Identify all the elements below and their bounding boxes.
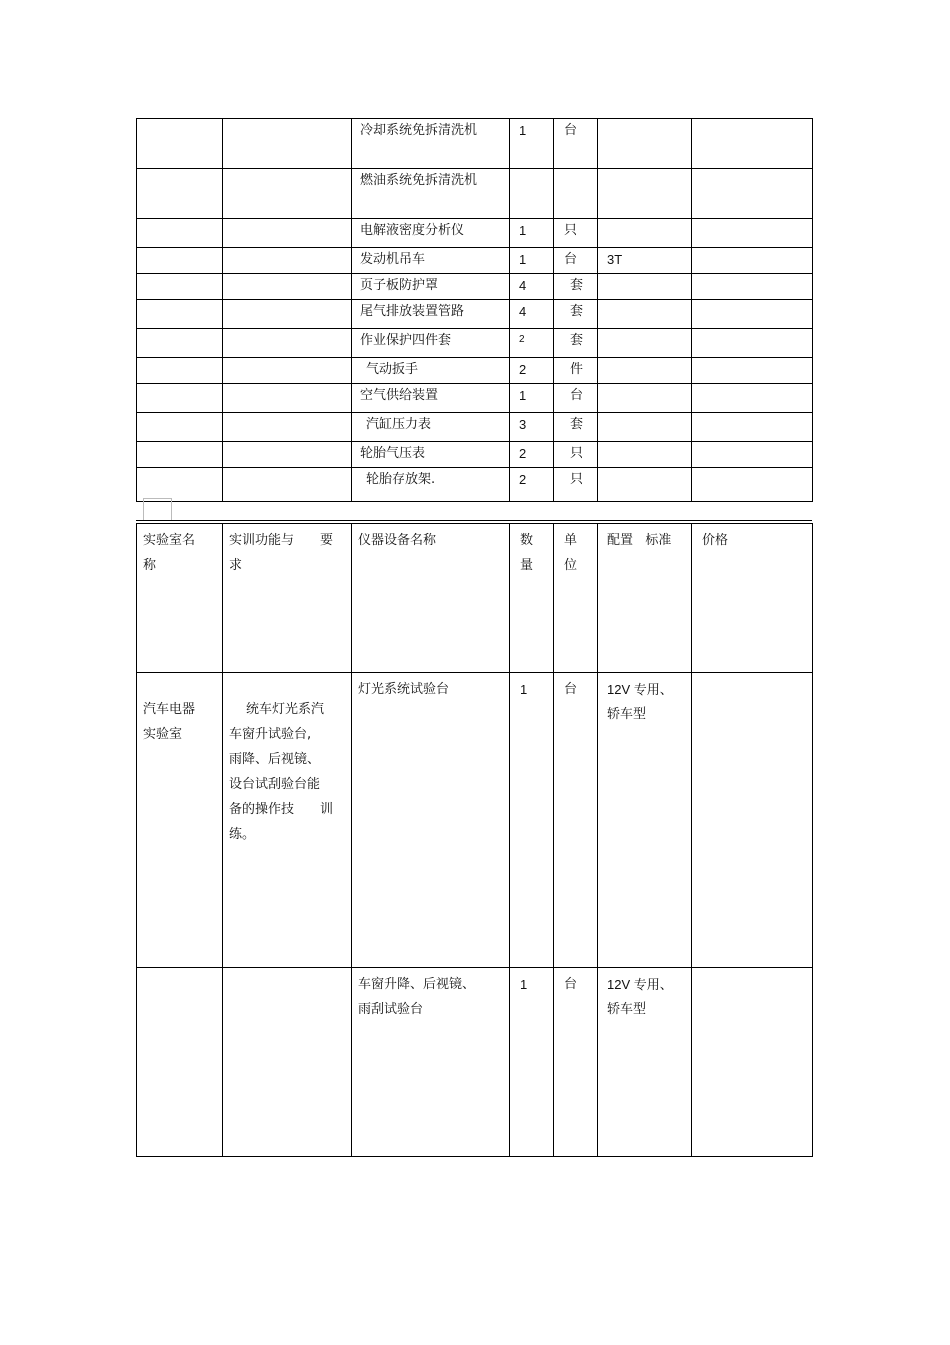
equipment-name: 发动机吊车 — [360, 252, 426, 267]
unit: 只 — [570, 472, 584, 487]
table-row — [137, 300, 813, 329]
equipment-name: 页子板防护罩 — [360, 278, 439, 293]
quantity: 2 — [519, 362, 527, 377]
header-config: 配置 标准 — [607, 533, 672, 548]
quantity: 4 — [519, 278, 527, 293]
empty-box — [143, 498, 172, 521]
quantity: 1 — [519, 388, 527, 403]
header-price: 价格 — [702, 533, 729, 548]
unit: 台 — [564, 252, 578, 267]
quantity: 2 — [519, 446, 527, 461]
equipment-name: 电解液密度分析仪 — [360, 223, 465, 238]
quantity: 4 — [519, 304, 527, 319]
equipment-name: 气动扳手 — [366, 362, 419, 377]
table-row — [137, 329, 813, 358]
config-standard: 12V 专用、 轿车型 — [607, 977, 673, 1017]
table-row — [137, 169, 813, 219]
table-row — [137, 219, 813, 248]
function-requirement: 统车灯光系汽 车窗升试验台, 雨降、后视镜、 设台试刮验台能 备的操作技 训 练。 — [229, 702, 333, 842]
table-row — [137, 119, 813, 169]
equipment-name: 汽缸压力表 — [366, 417, 432, 432]
equipment-name: 尾气排放装置管路 — [360, 304, 465, 319]
table-row — [137, 968, 813, 1157]
equipment-name: 空气供给装置 — [360, 388, 439, 403]
equipment-name: 轮胎气压表 — [360, 446, 426, 461]
table-row — [137, 673, 813, 968]
unit: 台 — [564, 682, 578, 697]
header-lab-name: 实验室名 称 — [143, 533, 196, 573]
table-row — [137, 248, 813, 274]
unit: 台 — [570, 388, 584, 403]
equipment-name: 冷却系统免拆清洗机 — [360, 123, 478, 138]
config-standard: 3T — [607, 252, 623, 267]
quantity: 2 — [519, 334, 525, 345]
unit: 套 — [570, 278, 584, 293]
unit: 台 — [564, 977, 578, 992]
unit: 只 — [564, 223, 578, 238]
header-equipment: 仪器设备名称 — [358, 533, 437, 548]
equipment-table-continued — [136, 118, 813, 502]
unit: 只 — [570, 446, 584, 461]
quantity: 1 — [520, 682, 528, 697]
header-function: 实训功能与 要 求 — [229, 533, 333, 573]
quantity: 1 — [519, 223, 527, 238]
equipment-name: 作业保护四件套 — [360, 333, 452, 348]
lab-name: 汽车电器 实验室 — [143, 702, 196, 742]
table-row — [137, 442, 813, 468]
lab-equipment-table — [136, 523, 813, 1157]
table-row — [137, 413, 813, 442]
unit: 套 — [570, 304, 584, 319]
quantity: 1 — [519, 252, 527, 267]
unit: 套 — [570, 333, 584, 348]
table-row — [137, 384, 813, 413]
header-unit: 单 位 — [564, 533, 578, 573]
quantity: 1 — [520, 977, 528, 992]
equipment-name: 灯光系统试验台 — [358, 682, 450, 697]
equipment-name: 轮胎存放架. — [366, 472, 436, 487]
unit: 台 — [564, 123, 578, 138]
quantity: 3 — [519, 417, 527, 432]
table-header-row — [137, 524, 813, 673]
divider — [136, 520, 812, 521]
equipment-name: 燃油系统免拆清洗机 — [360, 173, 478, 188]
unit: 件 — [570, 362, 584, 377]
unit: 套 — [570, 417, 584, 432]
quantity: 2 — [519, 472, 527, 487]
equipment-name: 车窗升降、后视镜、 雨刮试验台 — [358, 977, 476, 1017]
table-row — [137, 468, 813, 502]
table-row — [137, 274, 813, 300]
table-row — [137, 358, 813, 384]
quantity: 1 — [519, 123, 527, 138]
header-quantity: 数 量 — [520, 533, 534, 573]
config-standard: 12V 专用、 轿车型 — [607, 682, 673, 722]
